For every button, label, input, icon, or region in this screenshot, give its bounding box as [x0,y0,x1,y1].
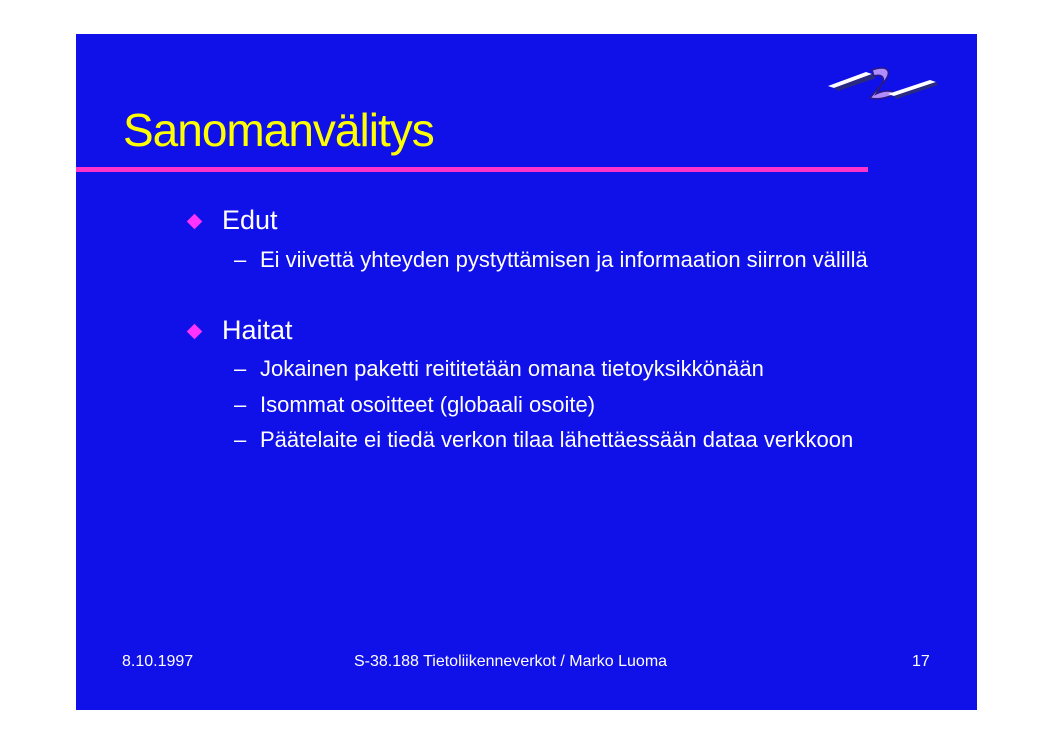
bullet-text: Haitat [222,315,293,345]
sub-item-text: Päätelaite ei tiedä verkon tilaa lähettäessään dataa verkkoon [260,427,854,452]
sub-item-text: Jokainen paketti reititetään omana tietoyksikkönään [260,356,764,381]
dash-marker: – [234,247,247,272]
diamond-bullet-icon [187,214,203,230]
footer-page-number: 17 [912,653,930,670]
university-logo-icon [826,64,941,112]
slide [76,34,977,710]
footer-date: 8.10.1997 [122,653,194,670]
bullet-text: Edut [222,205,278,235]
dash-marker: – [234,356,247,381]
title-divider [76,167,868,172]
dash-marker: – [234,392,247,417]
sub-item-text: Isommat osoitteet (globaali osoite) [260,392,596,417]
dash-marker: – [234,427,247,452]
sub-item-text: Ei viivettä yhteyden pystyttämisen ja informaation siirron välillä [260,247,868,272]
slide-title: Sanomanvälitys [123,104,434,156]
diamond-bullet-icon [187,324,203,340]
footer-course: S-38.188 Tietoliikenneverkot / Marko Luoma [354,653,668,670]
